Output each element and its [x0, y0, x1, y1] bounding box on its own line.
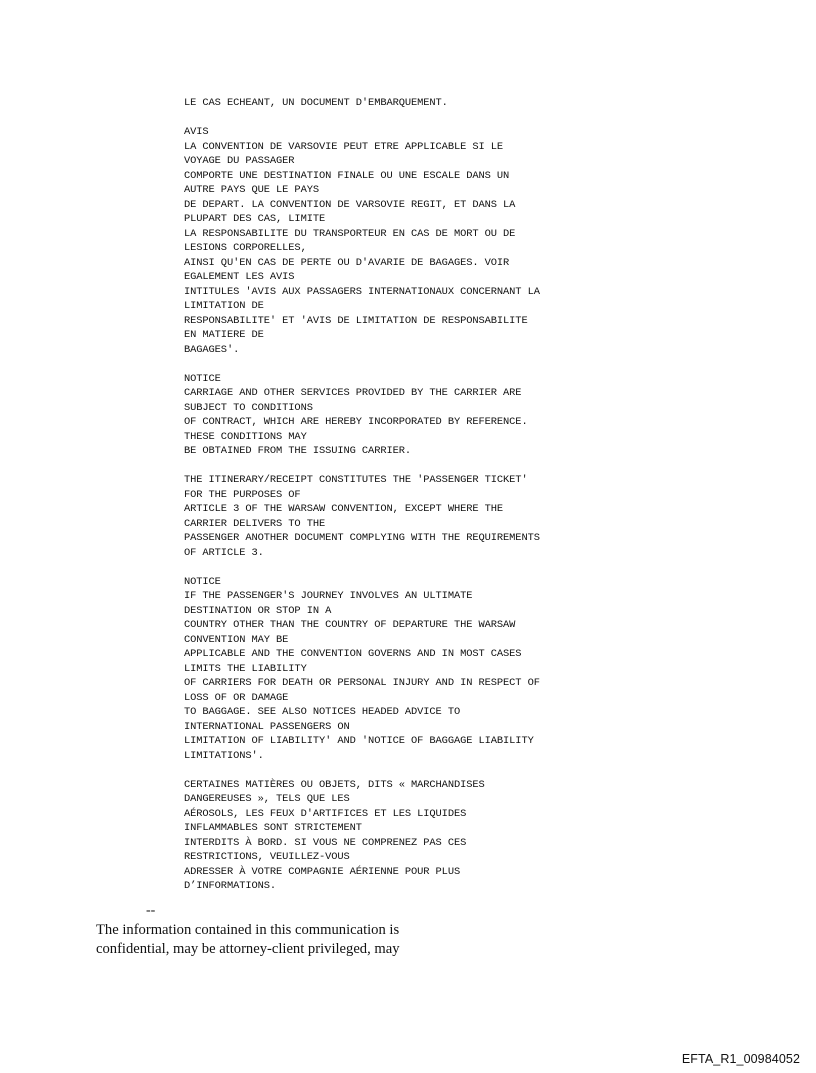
- text-line: LE CAS ECHEANT, UN DOCUMENT D'EMBARQUEMENT.: [184, 97, 448, 109]
- text-line: IF THE PASSENGER'S JOURNEY INVOLVES AN ULTIMATE: [184, 590, 473, 602]
- paragraph-notice-warsaw: [184, 575, 654, 764]
- text-line: LIMITATIONS'.: [184, 749, 264, 762]
- text-line: INFLAMMABLES SONT STRICTEMENT: [184, 822, 362, 834]
- text-line: LIMITATION DE: [184, 300, 264, 312]
- text-line: EN MATIERE DE: [184, 329, 264, 341]
- text-line: OF CARRIERS FOR DEATH OR PERSONAL INJURY AND IN RESPECT OF: [184, 677, 540, 689]
- text-line: RESPONSABILITE' ET 'AVIS DE LIMITATION DE RESPONSABILITE: [184, 314, 528, 327]
- text-line: THE ITINERARY/RECEIPT CONSTITUTES THE 'PASSENGER TICKET': [184, 474, 528, 486]
- bates-number: EFTA_R1_00984052: [681, 1052, 800, 1066]
- paragraph-avis-varsovie: [184, 125, 654, 357]
- text-line: INTERDITS À BORD. SI VOUS NE COMPRENEZ PAS CES: [184, 836, 467, 849]
- text-line: ADRESSER À VOTRE COMPAGNIE AÉRIENNE POUR PLUS: [184, 865, 461, 878]
- text-line: CARRIAGE AND OTHER SERVICES PROVIDED BY THE CARRIER ARE: [184, 387, 522, 399]
- text-line: BE OBTAINED FROM THE ISSUING CARRIER.: [184, 445, 412, 457]
- text-line: DANGEREUSES », TELS QUE LES: [184, 793, 350, 805]
- text-line: CARRIER DELIVERS TO THE: [184, 517, 326, 530]
- confidentiality-notice: [96, 921, 456, 959]
- text-line: AUTRE PAYS QUE LE PAYS: [184, 184, 319, 196]
- ticket-notice-text: [184, 96, 654, 908]
- text-line: EGALEMENT LES AVIS: [184, 271, 295, 283]
- text-line: OF ARTICLE 3.: [184, 546, 264, 559]
- paragraph-dangerous-goods: [184, 778, 654, 894]
- text-line: LA CONVENTION DE VARSOVIE PEUT ETRE APPLICABLE SI LE: [184, 140, 504, 153]
- text-line: DE DEPART. LA CONVENTION DE VARSOVIE REGIT, ET DANS LA: [184, 198, 516, 211]
- text-line: LOSS OF OR DAMAGE: [184, 691, 289, 704]
- text-line: THESE CONDITIONS MAY: [184, 430, 307, 443]
- text-line: OF CONTRACT, WHICH ARE HEREBY INCORPORATED BY REFERENCE.: [184, 416, 528, 428]
- text-line: D’INFORMATIONS.: [184, 880, 277, 892]
- text-line: VOYAGE DU PASSAGER: [184, 155, 295, 167]
- text-line: PLUPART DES CAS, LIMITE: [184, 213, 326, 225]
- text-line: COUNTRY OTHER THAN THE COUNTRY OF DEPARTURE THE WARSAW: [184, 619, 516, 631]
- text-line: INTERNATIONAL PASSENGERS ON: [184, 720, 350, 733]
- text-line: The information contained in this communication is: [96, 922, 400, 938]
- signature-separator: --: [146, 903, 156, 918]
- text-line: SUBJECT TO CONDITIONS: [184, 401, 313, 414]
- text-line: FOR THE PURPOSES OF: [184, 488, 301, 501]
- paragraph-itinerary-receipt: [184, 473, 654, 560]
- text-line: LIMITATION OF LIABILITY' AND 'NOTICE OF BAGGAGE LIABILITY: [184, 735, 534, 747]
- text-line: DESTINATION OR STOP IN A: [184, 604, 332, 617]
- text-line: AÉROSOLS, LES FEUX D'ARTIFICES ET LES LIQUIDES: [184, 807, 467, 820]
- text-line: CONVENTION MAY BE: [184, 633, 289, 646]
- paragraph-boarding-document: [184, 96, 654, 111]
- text-line: INTITULES 'AVIS AUX PASSAGERS INTERNATIONAUX CONCERNANT LA: [184, 285, 540, 298]
- text-line: LESIONS CORPORELLES,: [184, 242, 307, 254]
- text-line: NOTICE: [184, 575, 221, 588]
- text-line: AVIS: [184, 126, 209, 138]
- text-line: NOTICE: [184, 372, 221, 385]
- text-line: LIMITS THE LIABILITY: [184, 662, 307, 675]
- text-line: COMPORTE UNE DESTINATION FINALE OU UNE ESCALE DANS UN: [184, 169, 510, 182]
- text-line: BAGAGES'.: [184, 343, 240, 356]
- text-line: TO BAGGAGE. SEE ALSO NOTICES HEADED ADVICE TO: [184, 706, 461, 718]
- text-line: CERTAINES MATIÈRES OU OBJETS, DITS « MARCHANDISES: [184, 778, 485, 791]
- text-line: LA RESPONSABILITE DU TRANSPORTEUR EN CAS DE MORT OU DE: [184, 227, 516, 240]
- text-line: RESTRICTIONS, VEUILLEZ-VOUS: [184, 851, 350, 863]
- paragraph-notice-conditions: [184, 372, 654, 459]
- text-line: ARTICLE 3 OF THE WARSAW CONVENTION, EXCEPT WHERE THE: [184, 503, 504, 515]
- text-line: PASSENGER ANOTHER DOCUMENT COMPLYING WITH THE REQUIREMENTS: [184, 532, 540, 544]
- text-line: APPLICABLE AND THE CONVENTION GOVERNS AND IN MOST CASES: [184, 648, 522, 660]
- text-line: confidential, may be attorney-client privileged, may: [96, 941, 400, 957]
- text-line: AINSI QU'EN CAS DE PERTE OU D'AVARIE DE BAGAGES. VOIR: [184, 256, 510, 269]
